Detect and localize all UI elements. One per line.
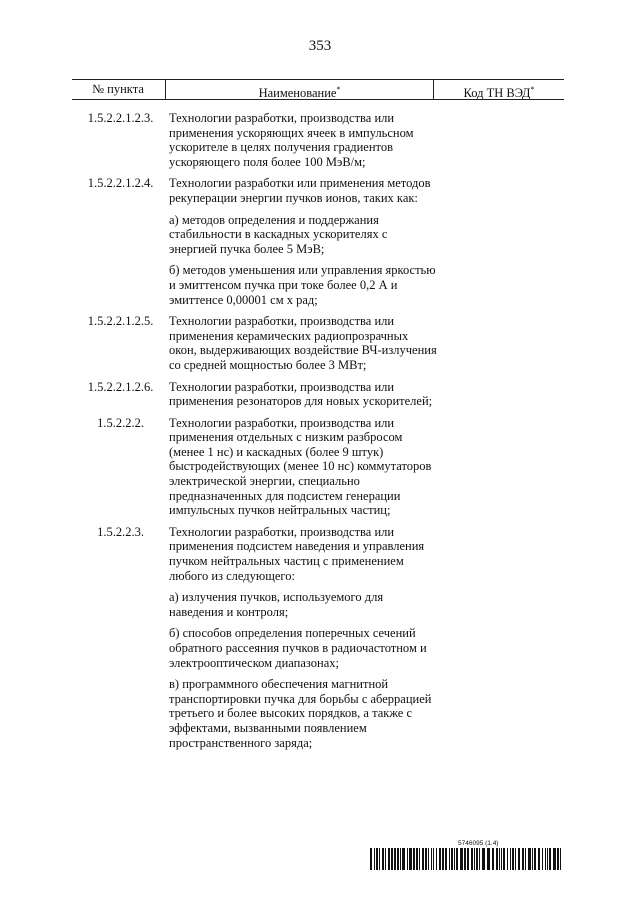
- barcode-bar: [460, 848, 463, 870]
- item-number: 1.5.2.2.1.2.3.: [87, 111, 154, 125]
- barcode-bar: [454, 848, 455, 870]
- table-row: [72, 380, 564, 409]
- description-paragraph: а) излучения пучков, используемого для наведения и контроля;: [169, 590, 384, 619]
- column-header-number: [72, 80, 164, 99]
- barcode-bar: [510, 848, 511, 870]
- barcode-bar: [451, 848, 453, 870]
- footnote-star: *: [336, 85, 341, 94]
- description-paragraph: в) программного обеспечения магнитной транспортировки пучка для борьбы с аберрацией третьего и более высоких порядков, а также с эффектами, вызванными появлением пространственного заряда;: [169, 677, 432, 750]
- column-header-name: [165, 80, 434, 99]
- item-number: 1.5.2.2.3.: [97, 524, 144, 539]
- description-paragraph: Технологии разработки, производства или применения керамических радиопрозрачных окон, выдерживающих воздействие ВЧ-излучения со средней мощностью более 3 МВт;: [169, 314, 437, 372]
- column-header-code: [434, 80, 564, 99]
- barcode-bar: [422, 848, 424, 870]
- barcode-bar: [487, 848, 490, 870]
- barcode-bar: [428, 848, 429, 870]
- column-header-number-label: № пункта: [92, 82, 144, 96]
- page-number: 353: [308, 38, 332, 54]
- barcode-bar: [547, 848, 548, 870]
- description-paragraph: Технологии разработки, производства или применения резонаторов для новых ускорителей;: [169, 379, 433, 409]
- barcode-bar: [471, 848, 473, 870]
- barcode-bar: [413, 848, 415, 870]
- barcode-bar: [391, 848, 393, 870]
- barcode-bar: [436, 848, 437, 870]
- description-paragraph: Технологии разработки или применения методов рекуперации энергии пучков ионов, таких как:: [169, 176, 431, 205]
- item-number: 1.5.2.2.1.2.5.: [87, 314, 154, 329]
- description-paragraph: Технологии разработки, производства или применения отдельных с низким разбросом (менее 1 нс) и каскадных (более 9 штук) быстродействующих (менее 10 нс) коммутаторов электрической энергии, специально предназначенных для подсистем генерации импульсных пучков нейтральных частиц;: [169, 415, 432, 518]
- barcode-bar: [394, 848, 396, 870]
- barcode-bar: [499, 848, 500, 870]
- barcode-bar: [496, 848, 498, 870]
- barcode-bar: [402, 848, 405, 870]
- barcode-bar: [407, 848, 408, 870]
- barcode-bar: [409, 848, 412, 870]
- barcode-bar: [507, 848, 508, 870]
- barcode-bar: [528, 848, 531, 870]
- barcode-bar: [532, 848, 533, 870]
- column-header-name-label: Наименование: [258, 86, 337, 101]
- barcode-bar: [416, 848, 418, 870]
- barcode-bar: [376, 848, 378, 870]
- barcode-bar: [503, 848, 505, 870]
- barcode-bar: [382, 848, 384, 870]
- barcode-bar: [476, 848, 478, 870]
- barcode-bar: [557, 848, 559, 870]
- barcode-bar: [385, 848, 386, 870]
- item-description: [169, 416, 437, 518]
- item-number: 1.5.2.2.1.2.6.: [87, 379, 154, 394]
- barcode-bar: [397, 848, 399, 870]
- barcode-bar: [379, 848, 380, 870]
- item-description: [169, 314, 437, 372]
- document-code: 5746095 (1.4): [458, 840, 499, 847]
- barcode-bar: [538, 848, 540, 870]
- barcode-bar: [439, 848, 441, 870]
- barcode-bar: [549, 848, 551, 870]
- item-number: 1.5.2.2.2.: [97, 415, 144, 430]
- barcode-bar: [442, 848, 444, 870]
- table-body: [72, 111, 564, 757]
- barcode-bar: [560, 848, 561, 870]
- barcode-bar: [525, 848, 526, 870]
- barcode-bar: [545, 848, 546, 870]
- barcode-bar: [456, 848, 458, 870]
- item-description: [169, 176, 437, 307]
- description-paragraph: Технологии разработки, производства или применения подсистем наведения и управления пучком нейтральных частиц с применением любого из следующего:: [169, 524, 425, 583]
- barcode-bar: [553, 848, 556, 870]
- description-paragraph: а) методов определения и поддержания стабильности в каскадных ускорителях с энергией пучка более 5 МэВ;: [169, 212, 388, 256]
- barcode-bar: [431, 848, 432, 870]
- barcode-bar: [474, 848, 475, 870]
- barcode-bar: [518, 848, 520, 870]
- barcode-bar: [534, 848, 536, 870]
- barcode-bar: [492, 848, 494, 870]
- barcode-bar: [522, 848, 524, 870]
- item-description: [169, 111, 437, 169]
- table-row: [72, 416, 564, 518]
- description-paragraph: б) методов уменьшения или управления яркостью и эмиттенсом пучка при токе более 0,2 А и эмиттенсе 0,00001 см х рад;: [169, 263, 436, 307]
- item-description: [169, 380, 437, 409]
- barcode-bar: [445, 848, 447, 870]
- barcode-bar: [425, 848, 427, 870]
- table-row: [72, 314, 564, 372]
- barcode-bar: [400, 848, 401, 870]
- barcode-bar: [542, 848, 543, 870]
- description-paragraph: б) способов определения поперечных сечений обратного рассеяния пучков в радиочастотном и электрооптическом диапазонах;: [169, 626, 427, 670]
- barcode-bar: [370, 848, 372, 870]
- barcode-bar: [419, 848, 420, 870]
- barcode-bar: [388, 848, 390, 870]
- item-description: [169, 525, 437, 750]
- footnote-star: *: [530, 85, 535, 94]
- barcode-bar: [374, 848, 375, 870]
- table-row: [72, 525, 564, 750]
- barcode-bar: [467, 848, 469, 870]
- barcode-bar: [515, 848, 516, 870]
- table-header: [72, 79, 564, 100]
- barcode-bar: [512, 848, 514, 870]
- barcode-bar: [501, 848, 502, 870]
- table-row: [72, 176, 564, 307]
- barcode-bar: [433, 848, 434, 870]
- barcode-bar: [464, 848, 466, 870]
- column-header-code-label: Код ТН ВЭД: [463, 86, 531, 101]
- barcode-bar: [482, 848, 485, 870]
- item-number: 1.5.2.2.1.2.4.: [87, 176, 154, 191]
- barcode-bar: [449, 848, 450, 870]
- table-row: [72, 111, 564, 169]
- barcode: [370, 848, 564, 870]
- description-paragraph: Технологии разработки, производства или применения ускоряющих ячеек в импульсном ускорителе в целях получения градиентов ускоряющего поля более 100 МэВ/м;: [169, 111, 414, 169]
- barcode-bar: [479, 848, 480, 870]
